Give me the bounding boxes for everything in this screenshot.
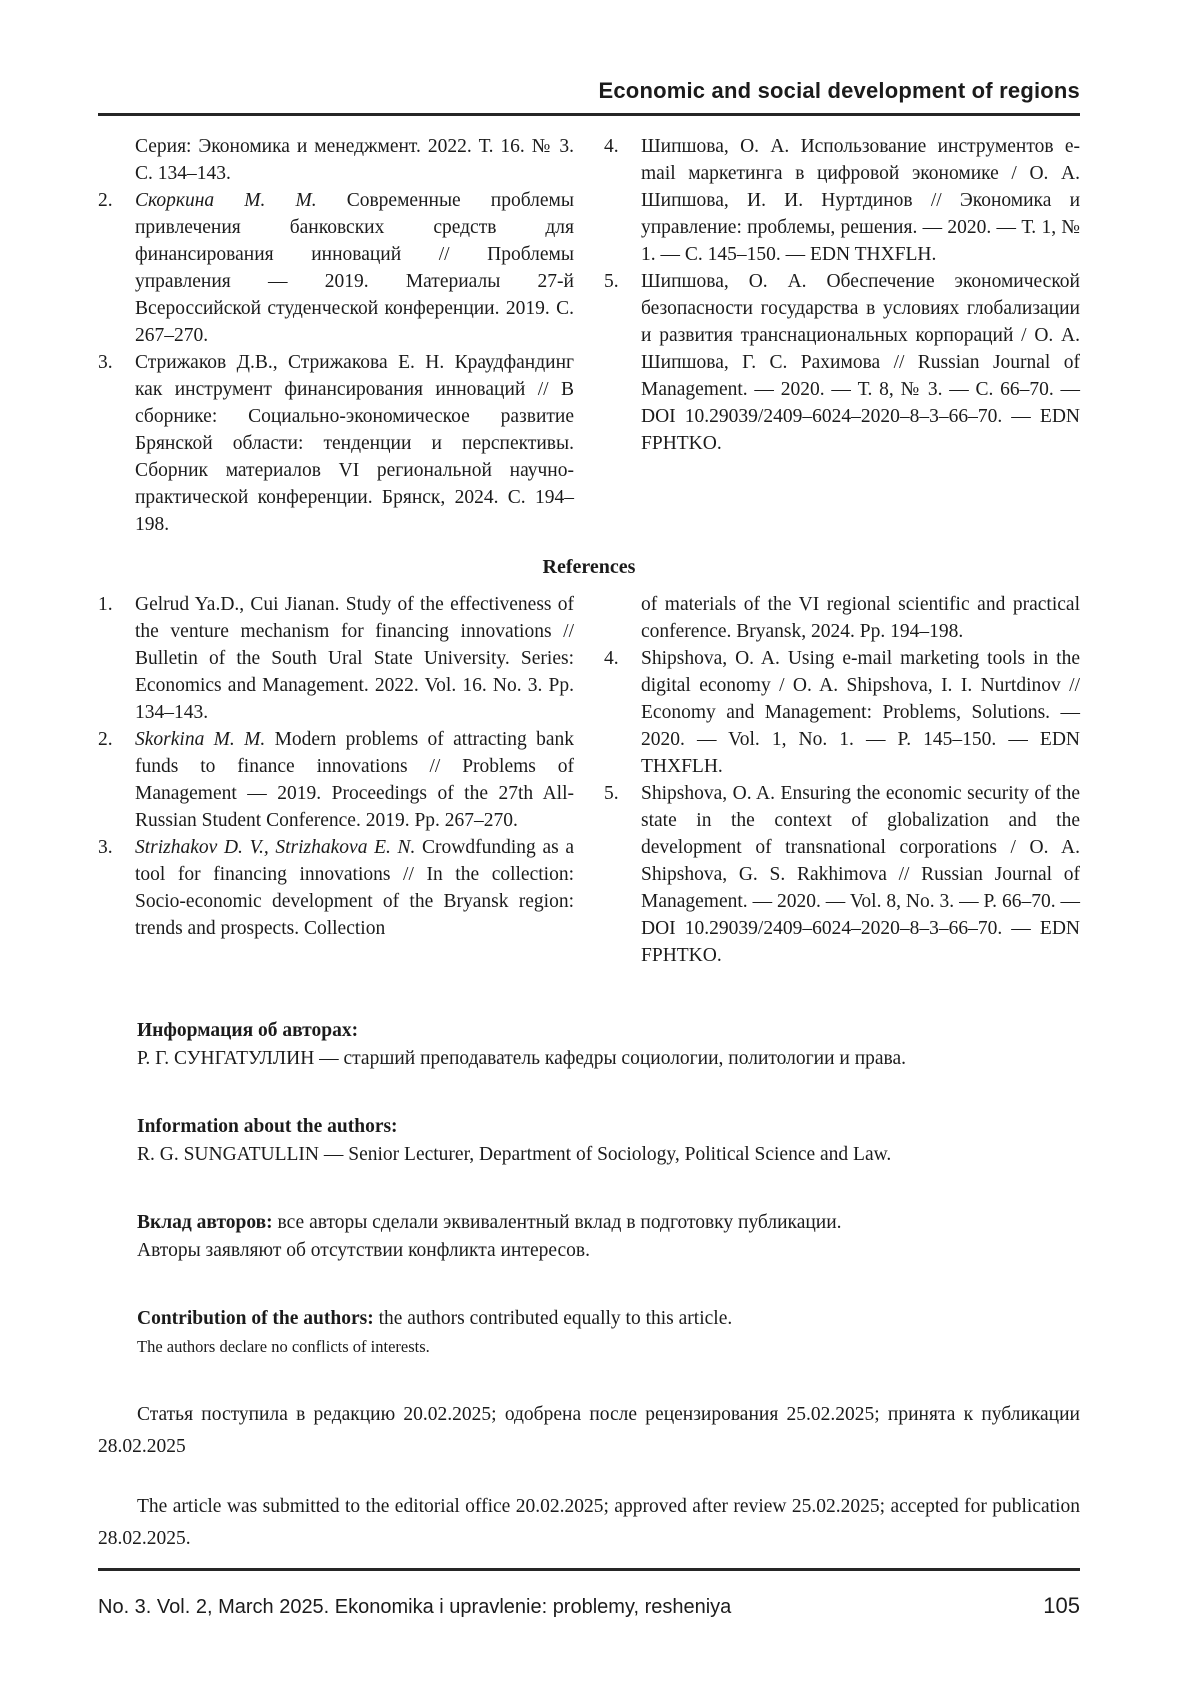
- footer-page-number: 105: [1043, 1593, 1080, 1618]
- reference-item: [98, 726, 574, 834]
- russian-references-right-column: [604, 133, 1080, 538]
- contribution-ru-text: все авторы сделали эквивалентный вклад в подготовку публикации.: [272, 1212, 842, 1233]
- page-footer: [98, 1568, 1080, 1619]
- header-journal-title: Economic and social development of regions: [598, 78, 1080, 103]
- footer-journal-line: No. 3. Vol. 2, March 2025. Ekonomika i upravlenie: problemy, resheniya: [98, 1596, 732, 1618]
- reference-number: 2.: [98, 729, 113, 750]
- reference-number: 3.: [98, 352, 113, 373]
- reference-text: Skorkina M. M. Modern problems of attracting bank funds to finance innovations // Problems of Management — 2019. Proceedings of the 27th All-Russian Student Conference. 2019. Pp. 267–270.: [135, 729, 574, 831]
- reference-item: [604, 645, 1080, 780]
- contribution-en-text: the authors contributed equally to this article.: [373, 1308, 733, 1329]
- reference-item: [98, 133, 574, 187]
- submission-note-en: The article was submitted to the editorial office 20.02.2025; approved after review 25.02.2025; accepted for publication 28.02.2025.: [98, 1496, 1080, 1549]
- reference-text: Стрижаков Д.В., Стрижакова Е. Н. Краудфандинг как инструмент финансирования инноваций // В сборнике: Социально-экономическое развитие Брянской области: тенденции и перспективы. Сборник материалов VI региональной научно-практической конференции. Брянск, 2024. С. 194–198.: [135, 352, 574, 535]
- reference-item: [604, 268, 1080, 457]
- reference-text: Скоркина М. М. Современные проблемы привлечения банковских средств для финансирования инноваций // Проблемы управления — 2019. Материалы 27-й Всероссийской студенческой конференции. 2019. С. 267–270.: [135, 190, 574, 346]
- reference-text: Gelrud Ya.D., Cui Jianan. Study of the effectiveness of the venture mechanism for financing innovations // Bulletin of the South Ural State University. Series: Economics and Management. 2022. Vol. 16. No. 3. Pp. 134–143.: [135, 594, 574, 723]
- reference-number: 4.: [604, 136, 619, 157]
- reference-number: 3.: [98, 837, 113, 858]
- russian-references-section: [98, 133, 1080, 538]
- contribution-en-label: Contribution of the authors:: [137, 1308, 374, 1329]
- english-references-right-column: [604, 591, 1080, 969]
- english-references-section: [98, 591, 1080, 969]
- reference-item: [98, 591, 574, 726]
- reference-text: of materials of the VI regional scientific and practical conference. Bryansk, 2024. Pp. 194–198.: [641, 594, 1080, 642]
- reference-item: [98, 187, 574, 349]
- reference-item: [98, 349, 574, 538]
- reference-item: [604, 780, 1080, 969]
- authors-info-en-heading: Information about the authors:: [137, 1116, 398, 1137]
- contribution-en-line: [137, 1305, 1080, 1333]
- english-references-left-column: [98, 591, 574, 969]
- page-header: [98, 78, 1080, 116]
- header-rule: [98, 113, 1080, 116]
- reference-number: 4.: [604, 648, 619, 669]
- contribution-ru-label: Вклад авторов:: [137, 1212, 273, 1233]
- authors-info-en: [137, 1113, 1080, 1169]
- reference-text: Strizhakov D. V., Strizhakova E. N. Crowdfunding as a tool for financing innovations // In the collection: Socio-economic development of the Bryansk region: trends and prospects. Collection: [135, 837, 574, 939]
- authors-info-en-text: R. G. SUNGATULLIN — Senior Lecturer, Department of Sociology, Political Science and Law.: [137, 1144, 892, 1165]
- reference-text: Shipshova, O. A. Ensuring the economic security of the state in the context of globalization and the development of transnational corporations / O. A. Shipshova, G. S. Rakhimova // Russian Journal of Management. — 2020. — Vol. 8, No. 3. — P. 66–70. — DOI 10.29039/2409–6024–2020–8–3–66–70. — EDN FPHTKO.: [641, 783, 1080, 966]
- reference-item: [604, 133, 1080, 268]
- contribution-ru-line: [137, 1209, 1080, 1237]
- reference-text: Шипшова, О. А. Использование инструментов e-mail маркетинга в цифровой экономике / О. А. Шипшова, И. И. Нуртдинов // Экономика и управление: проблемы, решения. — 2020. — Т. 1, № 1. — С. 145–150. — EDN THXFLH.: [641, 136, 1080, 265]
- submission-note-ru: Статья поступила в редакцию 20.02.2025; одобрена после рецензирования 25.02.2025; принята к публикации 28.02.2025: [98, 1404, 1080, 1457]
- contribution-en: [137, 1305, 1080, 1361]
- reference-number: 2.: [98, 190, 113, 211]
- contribution-ru-note: Авторы заявляют об отсутствии конфликта интересов.: [137, 1240, 590, 1261]
- reference-item: [98, 834, 574, 942]
- reference-number: 5.: [604, 783, 619, 804]
- reference-text: Шипшова, О. А. Обеспечение экономической безопасности государства в условиях глобализации и развития транснациональных корпораций / О. А. Шипшова, Г. С. Рахимова // Russian Journal of Management. — 2020. — Т. 8, № 3. — С. 66–70. — DOI 10.29039/2409–6024–2020–8–3–66–70. — EDN FPHTKO.: [641, 271, 1080, 454]
- reference-number: 5.: [604, 271, 619, 292]
- reference-text: Серия: Экономика и менеджмент. 2022. Т. 16. № 3. С. 134–143.: [135, 136, 574, 184]
- reference-number: 1.: [98, 594, 113, 615]
- footer-row: [98, 1593, 1080, 1619]
- contribution-ru: [137, 1209, 1080, 1265]
- authors-info-ru-heading: Информация об авторах:: [137, 1020, 359, 1041]
- authors-info-ru-text: Р. Г. СУНГАТУЛЛИН — старший преподаватель кафедры социологии, политологии и права.: [137, 1048, 907, 1069]
- reference-text: Shipshova, O. A. Using e-mail marketing tools in the digital economy / O. A. Shipshova, I. I. Nurtdinov // Economy and Management: Problems, Solutions. — 2020. — Vol. 1, No. 1. — P. 145–150. — EDN THXFLH.: [641, 648, 1080, 777]
- footer-rule: [98, 1568, 1080, 1571]
- authors-info-ru: [137, 1017, 1080, 1073]
- references-heading: References: [542, 556, 636, 578]
- reference-item: [604, 591, 1080, 645]
- russian-references-left-column: [98, 133, 574, 538]
- contribution-en-note: The authors declare no conflicts of interests.: [137, 1337, 430, 1356]
